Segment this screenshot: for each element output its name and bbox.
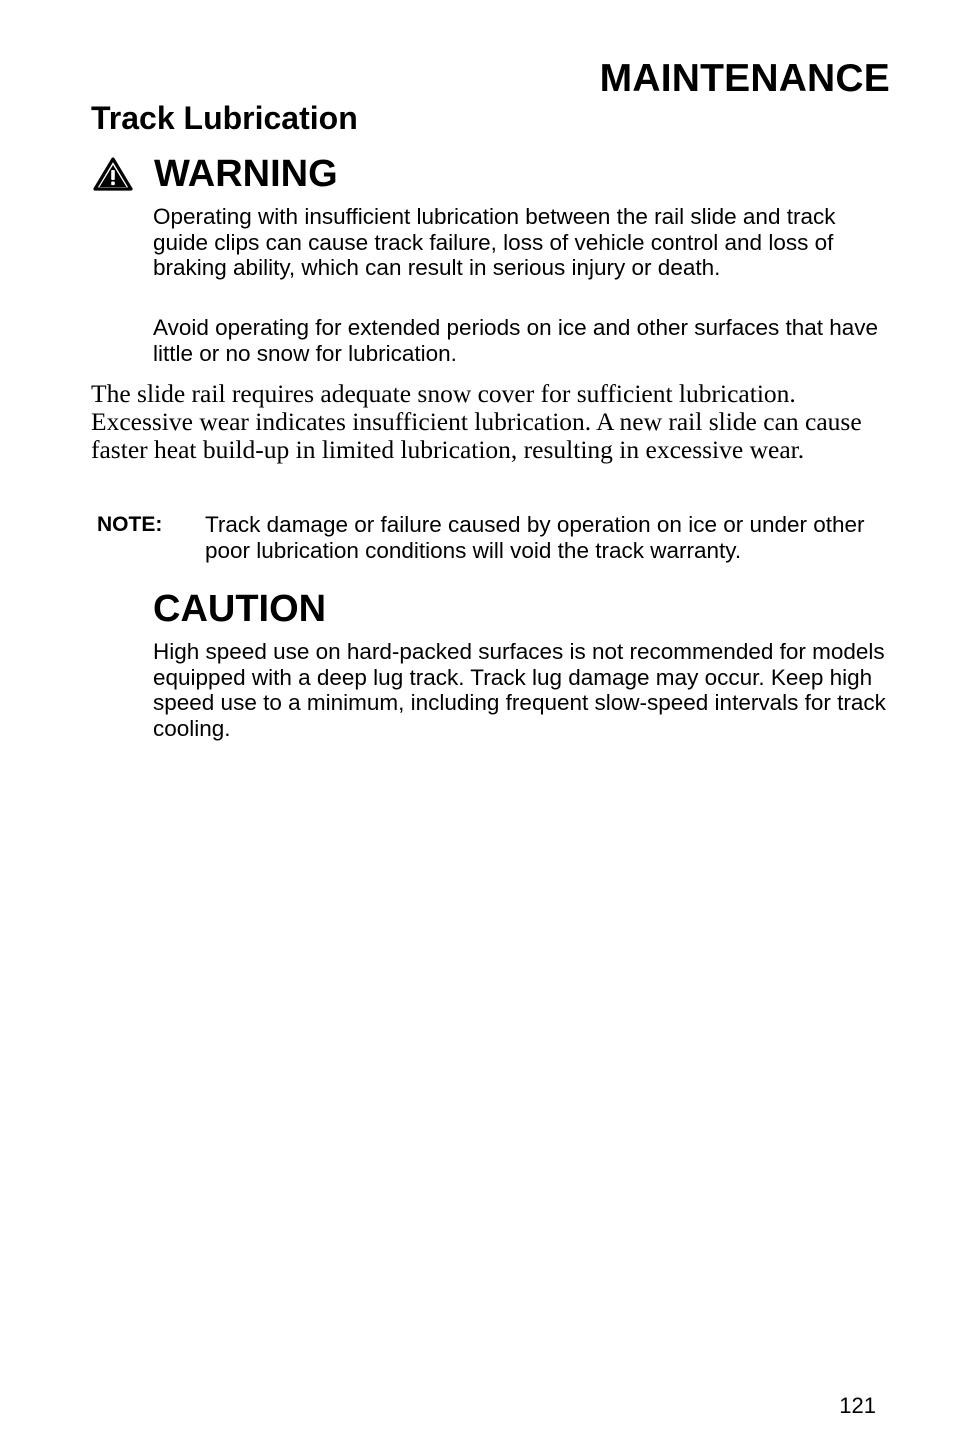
caution-title: CAUTION <box>153 588 327 630</box>
page-subheading: Track Lubrication <box>91 100 358 136</box>
note-text: Track damage or failure caused by operation on ice or under other poor lubrication conditions will void the track warranty. <box>205 512 865 563</box>
body-paragraph: The slide rail requires adequate snow cover for sufficient lubrication. Excessive wear indicates insufficient lubrication. A new rail slide can cause faster heat build-up in limited lubrication, resulting in excessive wear. <box>91 379 862 464</box>
warning-triangle-icon <box>93 157 133 191</box>
page-number: 121 <box>839 1393 876 1418</box>
warning-paragraph: Operating with insufficient lubrication between the rail slide and track guide clips can cause track failure, loss of vehicle control and loss of braking ability, which can result in serious injury or death. <box>153 204 836 280</box>
caution-text: High speed use on hard-packed surfaces is not recommended for models equipped with a deep lug track. Track lug damage may occur. Keep high speed use to a minimum, including frequent slow-speed intervals for track cooling. <box>153 639 886 741</box>
section-title: MAINTENANCE <box>599 57 890 100</box>
note-label: NOTE: <box>97 513 163 536</box>
warning-paragraph: Avoid operating for extended periods on ice and other surfaces that have little or no snow for lubrication. <box>153 315 879 366</box>
warning-heading <box>93 150 338 198</box>
warning-title: WARNING <box>154 153 338 195</box>
